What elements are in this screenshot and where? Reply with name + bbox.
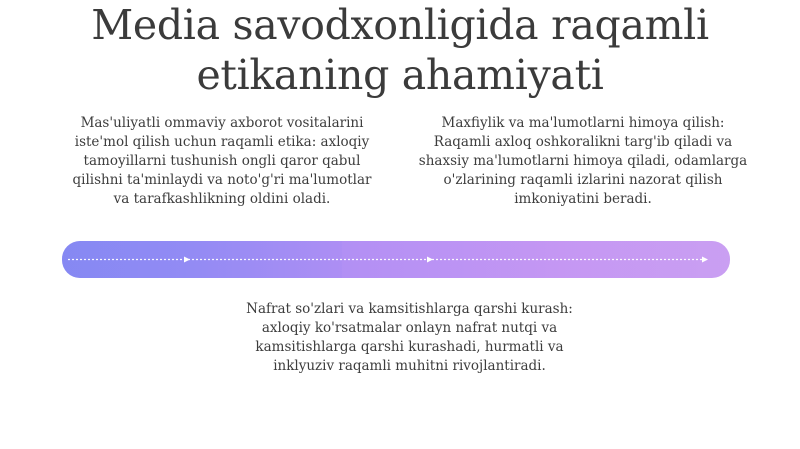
arrow-right-icon [184, 257, 190, 263]
section-hate-speech: Nafrat so'zlari va kamsitishlarga qarshi kurash: axloqiy ko'rsatmalar onlayn nafrat nutqi va kamsitishlarga qarshi kurashadi, hurmatli va inklyuziv raqamli muhitni rivojlantiradi. [246, 301, 573, 374]
section-ethics-consumption: Mas'uliyatli ommaviy axborot vositalarini iste'mol qilish uchun raqamli etika: axloqiy tamoyillarni tushunish ongli qaror qabul qilishni ta'minlaydi va noto'g'ri ma'lumotlar va tarafkashlikning oldini oladi. [72, 115, 372, 207]
slide-title: Media savodxonligida raqamli etikaning ahamiyati [91, 1, 709, 99]
section-privacy-protection: Maxfiylik va ma'lumotlarni himoya qilish: Raqamli axloq oshkoralikni targ'ib qiladi va shaxsiy ma'lumotlarni himoya qiladi, odamlarga o'zlarining raqamli izlarini nazorat qilish imkoniyatini beradi. [418, 115, 748, 207]
arrow-right-icon [702, 257, 708, 263]
arrow-right-icon [427, 257, 433, 263]
timeline-bar [62, 241, 730, 278]
timeline-arrows [62, 241, 730, 278]
